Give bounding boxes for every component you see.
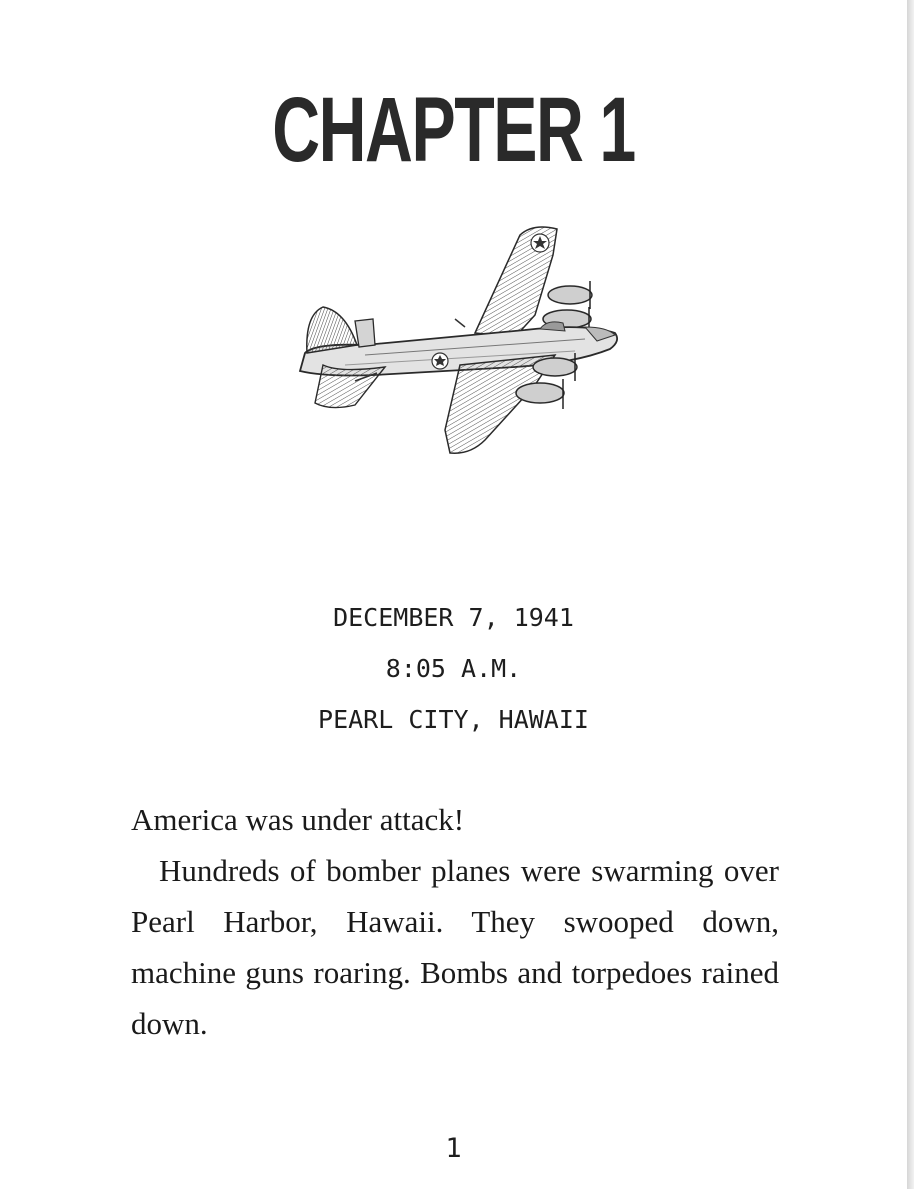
paragraph: America was under attack! <box>131 802 465 837</box>
chapter-title: CHAPTER 1 <box>272 79 635 181</box>
dateline <box>0 592 907 745</box>
body-text <box>131 794 779 1049</box>
paragraph: Hundreds of bomber planes were swarming over Pearl Harbor, Hawaii. They swooped down, machine guns roaring. Bombs and torpedoes rained down. <box>131 853 779 1041</box>
dateline-place: PEARL CITY, HAWAII <box>318 705 589 734</box>
bomber-plane-illustration <box>285 215 630 465</box>
dateline-date: DECEMBER 7, 1941 <box>333 603 574 632</box>
page-number: 1 <box>445 1133 462 1164</box>
page-edge <box>907 0 914 1189</box>
dateline-time: 8:05 A.M. <box>385 654 522 683</box>
